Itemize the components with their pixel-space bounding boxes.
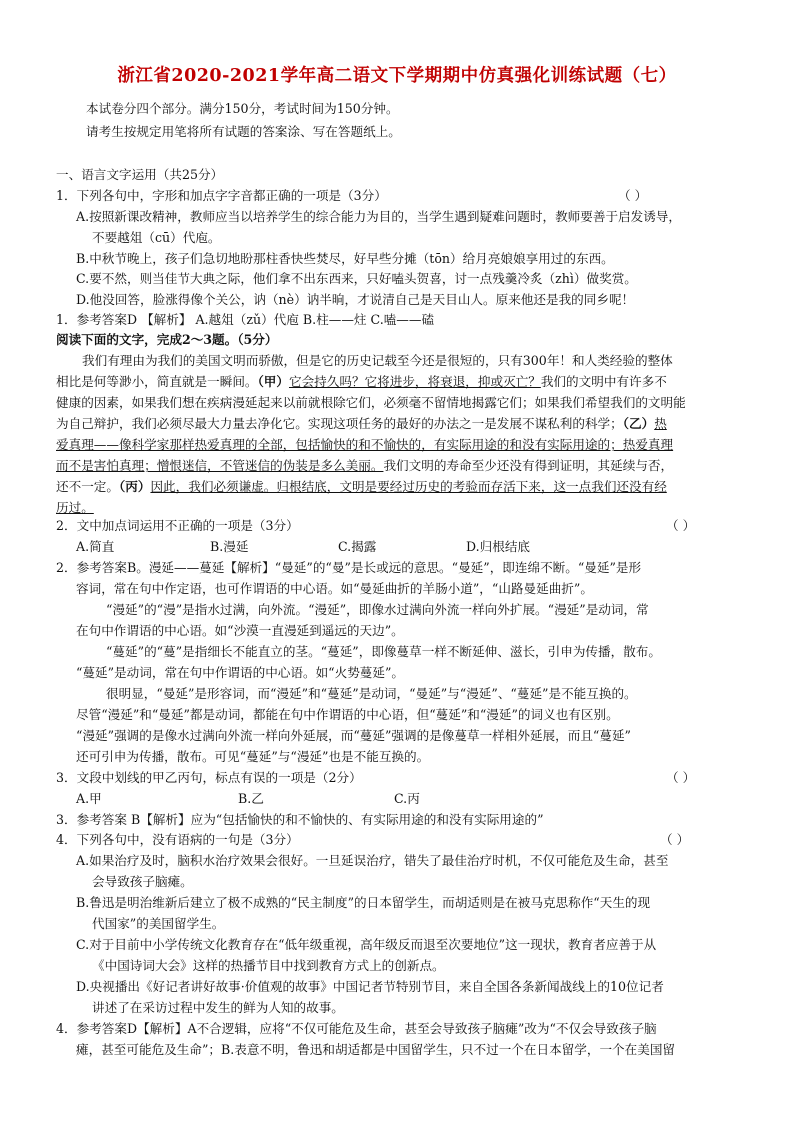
q2-answer-2: 容词，常在句中作定语，也可作谓语的中心语。如“曼延曲折的羊肠小道”，“山路曼延曲折”。 <box>76 581 593 596</box>
q2-answer-6: “蔓延”是动词，常在句中作谓语的中心语。如“火势蔓延”。 <box>76 665 405 680</box>
reading-heading: 阅读下面的文字，完成2～3题。（5分） <box>56 332 278 347</box>
intro-line-2: 请考生按规定用笔将所有试题的答案涂、写在答题纸上。 <box>86 124 401 139</box>
q2-option-d: D.归根结底 <box>466 539 531 554</box>
q1-option-a: A.按照新课改精神，教师应当以培养学生的综合能力为目的，当学生遇到疑难问题时，教师要善于启发诱导， <box>76 209 682 224</box>
q4-option-d: D.央视播出《好记者讲好故事·价值观的故事》中国记者节特别节目，来自全国各条新闻战线上的10位记者 <box>76 979 664 994</box>
q2-stem: 2．文中加点词运用不正确的一项是（3分） <box>56 518 299 533</box>
q4-option-a: A.如果治疗及时，脑积水治疗效果会很好。一旦延误治疗，错失了最佳治疗时机，不仅可能危及生命，甚至 <box>76 853 669 868</box>
q2-answer-blank: （ ） <box>666 518 696 533</box>
q2-option-a: A.简直 <box>76 539 115 554</box>
q3-option-a: A.甲 <box>76 791 102 806</box>
q1-option-b: B.中秋节晚上，孩子们急切地盼那柱香快些焚尽，好早些分摊（tōn）给月亮娘娘享用过的东西。 <box>76 251 614 266</box>
intro-line-1: 本试卷分四个部分。满分150分，考试时间为150分钟。 <box>86 101 399 116</box>
q4-option-a-cont: 会导致孩子脑瘫。 <box>92 874 193 889</box>
passage-line-1: 我们有理由为我们的美国文明而骄傲，但是它的历史记载至今还是很短的，只有300年！和人类经验的整体 <box>82 353 673 368</box>
q2-answer-10: 还可引申为传播，散布。可见“蔓延”与“漫延”也是不能互换的。 <box>76 749 430 764</box>
q1-answer: 1．参考答案D 【解析】 A.越俎（zǔ）代庖 B.柱——炷 C.嗑——磕 <box>56 312 435 327</box>
passage-line-4: 为自己辩护，我们必须尽最大力量去净化它。实现这项任务的最好的办法之一是发展不谋私利的科学；（乙）热 <box>56 416 667 431</box>
q2-answer-3: “漫延”的“漫”是指水过满，向外流。“漫延”，即像水过满向外流一样向外扩展。“漫延”是动词，常 <box>106 602 649 617</box>
section-heading: 一、语言文字运用（共25分） <box>56 167 224 182</box>
q4-option-b-cont: 代国家”的美国留学生。 <box>92 916 225 931</box>
q1-option-a-cont: 不要越俎（cū）代庖。 <box>92 230 221 245</box>
q1-option-c: C.要不然，则当佳节大典之际，他们拿不出东西来，只好嗑头贺喜，讨一点残羹冷炙（zhì）做奖赏。 <box>76 271 637 286</box>
q4-option-d-cont: 讲述了在采访过程中发生的鲜为人知的故事。 <box>92 1000 344 1015</box>
q1-answer-blank: （ ） <box>618 188 648 203</box>
q2-answer-7: 很明显，“曼延”是形容词，而“漫延”和“蔓延”是动词，“曼延”与“漫延”、“蔓延”是不能互换的。 <box>106 686 637 701</box>
passage-line-7: 还不一定。（丙）因此，我们必须谦虚。归根结底，文明是要经过历史的考验而存活下来，这一点我们还没有经 <box>56 479 667 494</box>
q2-answer-1: 2．参考答案B。漫延——蔓延【解析】“曼延”的“曼”是长或远的意思。“曼延”，即连绵不断。“曼延”是形 <box>56 560 642 575</box>
q1-option-d: D.他没回答，脸涨得像个关公，讷（nè）讷半晌，才说清自己是天目山人。原来他还是我的同乡呢！ <box>76 292 635 307</box>
passage-line-6: 而不是害怕真理；憎恨迷信，不管迷信的伪装是多么美丽。我们文明的寿命至少还没有得到证明，其延续与否， <box>56 458 674 473</box>
q2-answer-4: 在句中作谓语的中心语。如“沙漠一直漫延到遥远的天边”。 <box>76 623 404 638</box>
q2-answer-8: 尽管“漫延”和“曼延”都是动词，都能在句中作谓语的中心语，但“蔓延”和“漫延”的词义也有区别。 <box>76 707 619 722</box>
q4-answer-blank: （ ） <box>660 832 690 847</box>
passage-line-5: 爱真理——像科学家那样热爱真理的全部，包括愉快的和不愉快的，有实际用途的和没有实际用途的；热爱真理 <box>56 437 674 452</box>
q2-option-c: C.揭露 <box>338 539 377 554</box>
q4-answer-2: 瘫，甚至可能危及生命”；B.表意不明，鲁迅和胡适都是中国留学生，只不过一个在日本留学，一个在美国留 <box>76 1042 676 1057</box>
q4-stem: 4．下列各句中，没有语病的一句是（3分） <box>56 832 299 847</box>
page-title: 浙江省2020-2021学年高二语文下学期期中仿真强化训练试题（七） <box>117 66 677 86</box>
q4-answer-1: 4．参考答案D【解析】A不合逻辑，应将“不仅可能危及生命，甚至会导致孩子脑瘫”改为“不仅会导致孩子脑 <box>56 1021 657 1036</box>
q2-answer-5: “蔓延”的“蔓”是指细长不能直立的茎。“蔓延”，即像蔓草一样不断延伸、滋长，引申为传播，散布。 <box>106 644 661 659</box>
q4-option-c: C.对于目前中小学传统文化教育存在“低年级重视，高年级反而退至次要地位”这一现状，教育者应善于从 <box>76 937 657 952</box>
q3-answer: 3．参考答案 B【解析】应为“包括愉快的和不愉快的、有实际用途的和没有实际用途的” <box>56 812 544 827</box>
passage-line-2: 相比是何等渺小，简直就是一瞬间。（甲）它会持久吗？它将进步，将衰退，抑或灭亡？我们的文明中有许多不 <box>56 374 667 389</box>
q3-answer-blank: （ ） <box>666 770 696 785</box>
q3-option-b: B.乙 <box>238 791 264 806</box>
passage-line-3: 健康的因素，如果我们想在疾病漫延起来以前就根除它们，必须毫不留情地揭露它们；如果我们希望我们的文明能 <box>56 395 686 410</box>
passage-line-8: 历过。 <box>56 500 94 515</box>
q4-option-b: B.鲁迅是明治维新后建立了极不成熟的“民主制度”的日本留学生，而胡适则是在被马克思称作“天生的现 <box>76 895 651 910</box>
q2-option-b: B.漫延 <box>210 539 249 554</box>
q2-answer-9: “漫延”强调的是像水过满向外流一样向外延展，而“蔓延”强调的是像蔓草一样相外延展，而且“蔓延” <box>76 728 631 743</box>
q3-stem: 3．文段中划线的甲乙丙句，标点有误的一项是（2分） <box>56 770 362 785</box>
q1-stem: 1．下列各句中，字形和加点字字音都正确的一项是（3分） <box>56 188 387 203</box>
q4-option-c-cont: 《中国诗词大会》这样的热播节目中找到教育方式上的创新点。 <box>92 958 445 973</box>
q3-option-c: C.丙 <box>394 791 420 806</box>
